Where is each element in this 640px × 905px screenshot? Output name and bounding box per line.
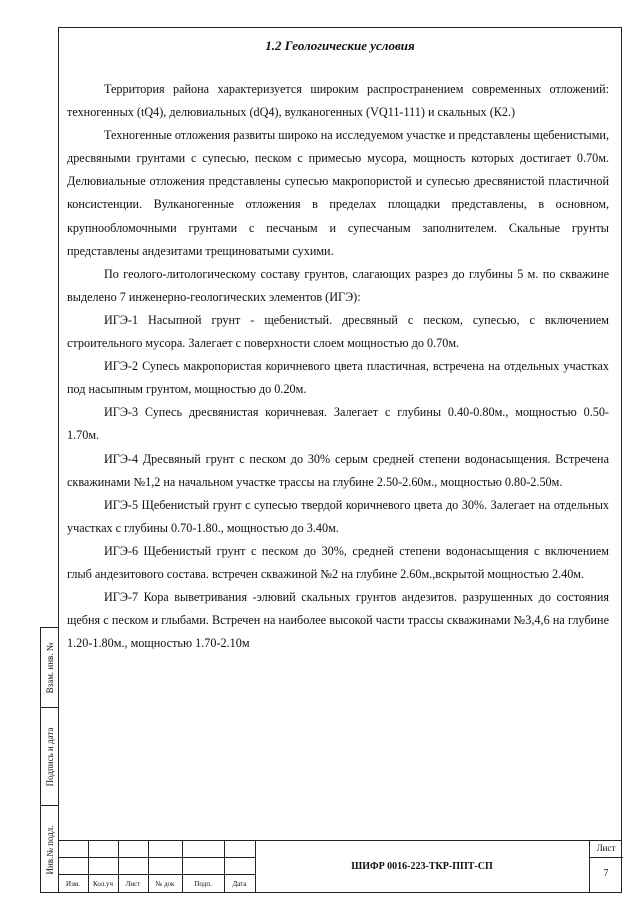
side-cell-replacement	[41, 628, 59, 708]
stamp-col-label: № док	[155, 880, 175, 888]
paragraph: По геолого-литологическому составу грунтов, слагающих разрез до глубины 5 м. по скважине выделено 7 инженерно-геологических элементов (ИГЭ):	[67, 266, 609, 304]
paragraph: ИГЭ-5 Щебенистый грунт с супесью твердой коричневого цвета до 30%. Залегает на отдельных участках с глубины 0.70-1.80., мощностью до 3.40м.	[67, 497, 609, 535]
paragraph: ИГЭ-7 Кора выветривания -элювий скальных грунтов андезитов. разрушенных до состояния щебня с песком и глыбами. Встречен на наиболее высокой части трассы скважинами №3,4,6 на глубине 1.20-1.80м., мощностью 1.70-2.10м	[67, 590, 609, 651]
paragraph: ИГЭ-1 Насыпной грунт - щебенистый. дресвяный с песком, супесью, с включением строительного мусора. Залегает с поверхности слоем мощностью до 0.70м.	[67, 312, 609, 351]
paragraph: ИГЭ-4 Дресвяный грунт с песком до 30% серым средней степени водонасыщения. Встречена скважинами №1,2 на начальном участке трассы на глубине 2.50-2.60м., мощностью 0.80-2.50м.	[67, 451, 609, 489]
side-label-inventory: Инв.№ подл.	[45, 825, 55, 875]
side-label-signature: Подпись и дата	[45, 727, 55, 786]
sheet-label: Лист	[596, 843, 616, 853]
side-stamp	[40, 627, 58, 893]
stamp-col-label: Лист	[125, 880, 141, 888]
document-body	[67, 78, 609, 655]
stamp-col-label: Изм.	[66, 880, 80, 888]
side-cell-signature	[41, 708, 59, 806]
document-code: ШИФР 0016-223-ТКР-ППТ-СП	[351, 861, 493, 872]
stamp-col-label: Подп.	[194, 880, 212, 888]
paragraph: ИГЭ-2 Супесь макропористая коричневого цвета пластичная, встречена на отдельных участках под насыпным грунтом, мощностью до 0.20м.	[67, 359, 609, 397]
sheet-box	[589, 840, 622, 893]
section-heading: 1.2 Геологические условия	[265, 38, 415, 53]
side-label-replacement: Взам. инв. №	[45, 642, 55, 693]
stamp-col-label: Кол.уч	[93, 880, 113, 888]
title-block	[58, 840, 622, 893]
stamp-grid	[58, 840, 255, 893]
paragraph: ИГЭ-6 Щебенистый грунт с песком до 30%, средней степени водонасыщения с включением глыб андезитового состава. встречен скважиной №2 на глубине 2.60м.,вскрытой мощностью 2.40м.	[67, 543, 609, 581]
side-cell-inventory	[41, 806, 59, 894]
stamp-col-label: Дата	[232, 880, 247, 888]
sheet-divider	[590, 857, 623, 858]
paragraph: ИГЭ-3 Супесь дресвянистая коричневая. Залегает с глубины 0.40-0.80м., мощностью 0.50- 1.70м.	[67, 405, 609, 443]
paragraph: Техногенные отложения развиты широко на исследуемом участке и представлены щебенистыми, дресвяными грунтами с супесью, песком с примесью мусора, мощность которых достигает 0.70м. Делювиальные отложения представлены супесью макропористой и супесью дресвянистой пластичной консистенции. Вулканогенные отложения в пределах площадки представлены, в основном, крупнообломочными грунтами с песчаным и супесчаным заполнителем. Скальные грунты представлены андезитами трещиноватыми сухими.	[67, 128, 609, 258]
paragraph: Территория района характеризуется широким распространением современных отложений: техногенных (tQ4), делювиальных (dQ4), вулканогенных (VQ11-111) и скальных (К2.)	[67, 82, 609, 120]
sheet-number: 7	[603, 868, 609, 879]
